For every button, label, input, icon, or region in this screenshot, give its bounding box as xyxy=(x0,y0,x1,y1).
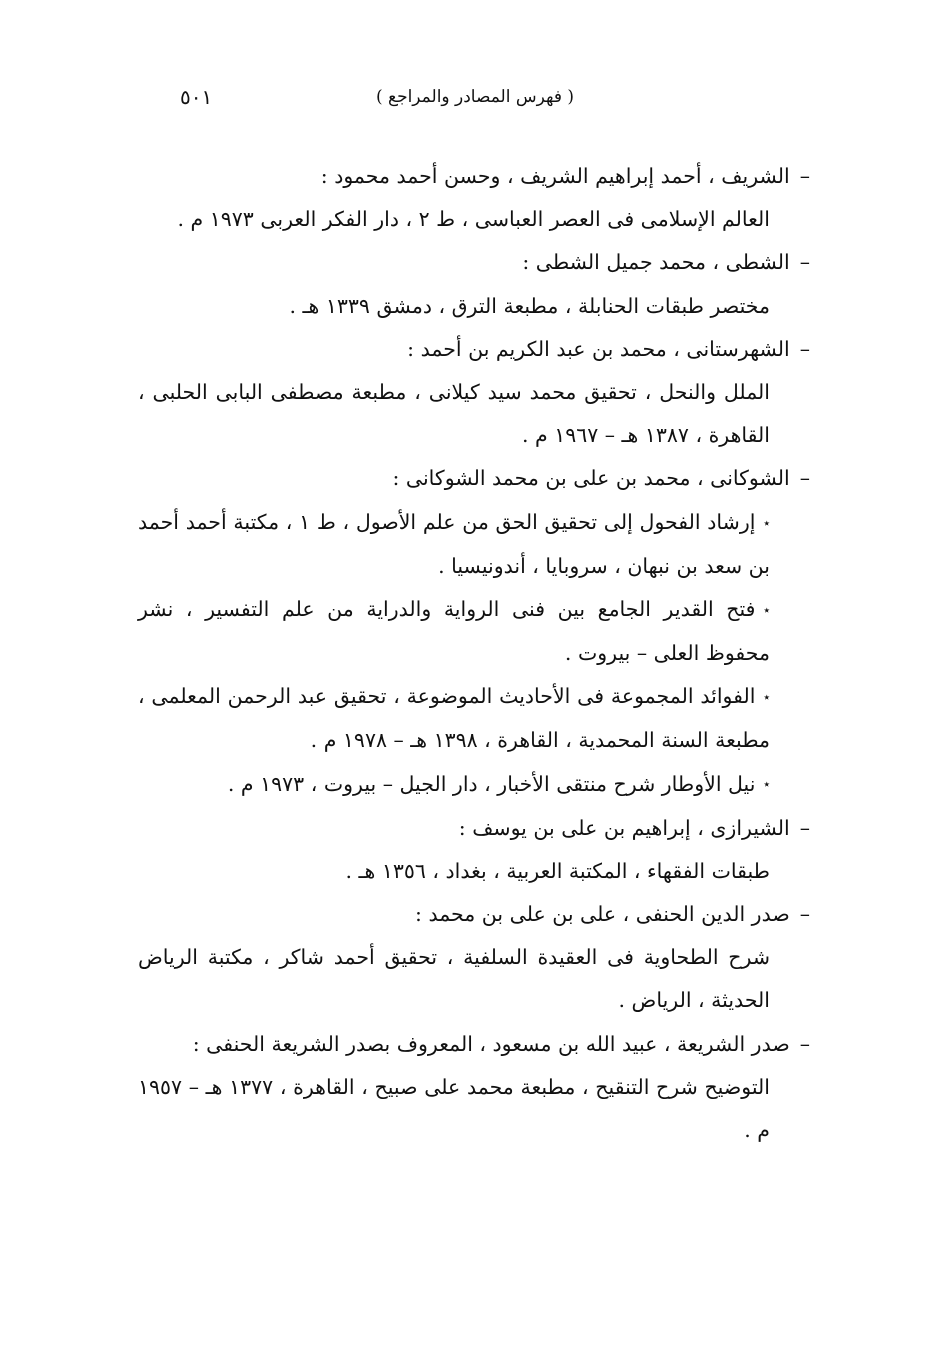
citation-text: الفوائد المجموعة فى الأحاديث الموضوعة ، تحقيق عبد الرحمن المعلمى ، مطبعة السنة المحمدية ، القاهرة ، ١٣٩٨ هـ – ١٩٧٨ م . xyxy=(138,684,770,753)
citation-text: مختصر طبقات الحنابلة ، مطبعة الترق ، دمشق ١٣٣٩ هـ . xyxy=(289,293,770,318)
entry-dash: – xyxy=(799,466,810,491)
entry-author xyxy=(138,155,810,198)
entry-dash: – xyxy=(799,815,810,840)
entry-dash: – xyxy=(799,250,810,275)
star-bullet-icon: ٭ xyxy=(763,602,770,617)
citation-text: شرح الطحاوية فى العقيدة السلفية ، تحقيق أحمد شاكر ، مكتبة الرياض الحديثة ، الرياض . xyxy=(138,945,770,1013)
citation-text: التوضيح شرح التنقيح ، مطبعة محمد على صبيح ، القاهرة ، ١٣٧٧ هـ – ١٩٥٧ م . xyxy=(138,1074,770,1143)
citation-text: إرشاد الفحول إلى تحقيق الحق من علم الأصول ، ط ١ ، مكتبة أحمد أحمد بن سعد بن نبهان ، سروبايا ، أندونيسيا . xyxy=(138,509,770,578)
work-citation xyxy=(138,936,810,1022)
bibliography-entry xyxy=(138,807,810,893)
author-name: الشوكانى ، محمد بن على بن محمد الشوكانى : xyxy=(392,466,790,491)
citation-text: فتح القدير الجامع بين فنى الرواية والدراية من علم التفسير ، نشر محفوظ العلى – بيروت . xyxy=(138,596,770,666)
bibliography-entry xyxy=(138,1023,810,1153)
work-citation xyxy=(138,501,810,588)
entry-dash: – xyxy=(799,1031,810,1056)
bibliography-entry xyxy=(138,241,810,327)
author-name: الشريف ، أحمد إبراهيم الشريف ، وحسن أحمد محمود : xyxy=(320,164,790,188)
bibliography-entry xyxy=(138,893,810,1023)
entry-dash: – xyxy=(799,902,810,927)
star-bullet-icon: ٭ xyxy=(763,690,770,705)
citation-text: العالم الإسلامى فى العصر العباسى ، ط ٢ ، دار الفكر العربى ١٩٧٣ م . xyxy=(177,207,770,232)
bibliography-entry xyxy=(138,328,810,458)
author-name: الشهرستانى ، محمد بن عبد الكريم بن أحمد : xyxy=(407,336,790,361)
work-citation xyxy=(138,588,810,675)
author-name: الشيرازى ، إبراهيم بن على بن يوسف : xyxy=(458,815,790,840)
work-citation xyxy=(138,763,810,807)
work-citation xyxy=(138,850,810,893)
bibliography-entry xyxy=(138,457,810,806)
work-citation xyxy=(138,371,810,457)
entry-dash: – xyxy=(799,336,810,361)
bibliography-list xyxy=(138,155,810,1152)
entry-author xyxy=(138,893,810,936)
bibliography-entry xyxy=(138,155,810,241)
work-citation xyxy=(138,675,810,762)
entry-author xyxy=(138,457,810,500)
work-citation xyxy=(138,198,810,241)
page-number: ٥٠١ xyxy=(180,85,213,109)
entry-author xyxy=(138,1023,810,1066)
entry-author xyxy=(138,807,810,850)
work-citation xyxy=(138,285,810,328)
author-name: الشطى ، محمد جميل الشطى : xyxy=(522,250,790,275)
entry-author xyxy=(138,328,810,371)
star-bullet-icon: ٭ xyxy=(763,515,770,530)
author-name: صدر الشريعة ، عبيد الله بن مسعود ، المعروف بصدر الشريعة الحنفى : xyxy=(192,1031,790,1056)
author-name: صدر الدين الحنفى ، على بن على بن محمد : xyxy=(415,902,790,927)
entry-author xyxy=(138,241,810,284)
citation-text: الملل والنحل ، تحقيق محمد سيد كيلانى ، مطبعة مصطفى البابى الحلبى ، القاهرة ، ١٣٨٧ هـ – ١٩٦٧ م . xyxy=(138,380,770,448)
entry-dash: – xyxy=(799,164,810,188)
running-title: ( فهرس المصادر والمراجع ) xyxy=(375,87,574,107)
work-citation xyxy=(138,1066,810,1152)
page-header xyxy=(140,80,810,114)
citation-text: طبقات الفقهاء ، المكتبة العربية ، بغداد ، ١٣٥٦ هـ . xyxy=(345,858,770,883)
star-bullet-icon: ٭ xyxy=(763,777,770,792)
citation-text: نيل الأوطار شرح منتقى الأخبار ، دار الجيل – بيروت ، ١٩٧٣ م . xyxy=(227,771,756,796)
